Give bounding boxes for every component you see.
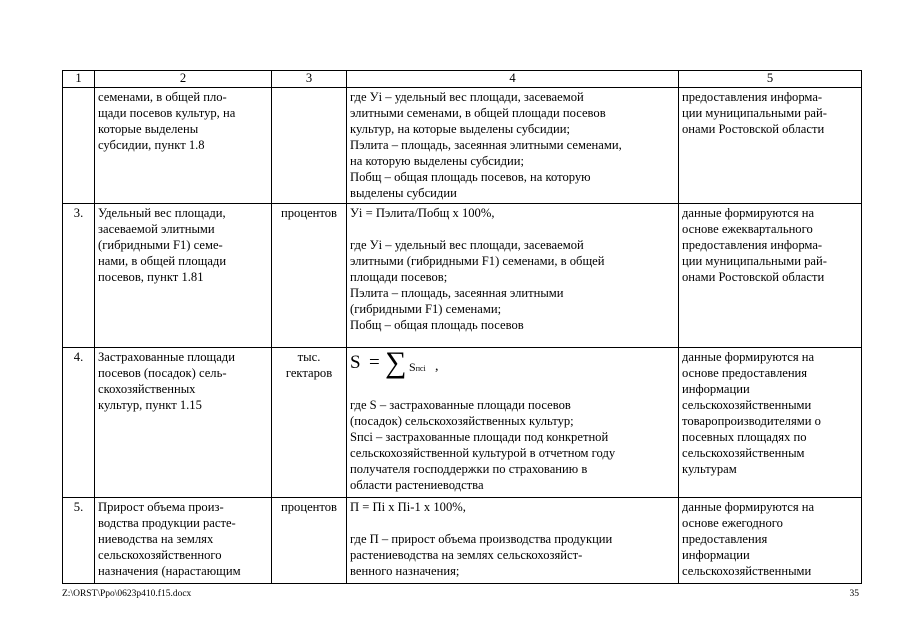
table-row: [63, 204, 862, 348]
indicator-name: Прирост объема произ- водства продукции расте- ниеводства на землях сельскохозяйственного назначения (нарастающим: [95, 498, 272, 584]
page-number: 35: [849, 589, 859, 599]
table-row: [63, 348, 862, 498]
indicator-name: семенами, в общей пло- щади посевов культур, на которые выделены субсидии, пункт 1.8: [95, 88, 272, 204]
source-cell: предоставления информа- ции муниципальными рай- онами Ростовской области: [679, 88, 862, 204]
sigma-symbol: ∑: [385, 346, 407, 379]
formula-cell: П = Пi х Пi-1 х 100%, где П – прирост объема производства продукции растениеводства на землях сельскохозяйст- венного назначения;: [347, 498, 679, 584]
formula-cell: Уi = Пэлита/Побщ х 100%, где Уi – удельный вес площади, засеваемой элитными (гибридными F1) семенами, в общей площади посевов; Пэлита – площадь, засеянная элитными (гибридными F1) семенами; Побщ – общая площадь посевов: [347, 204, 679, 348]
table-row: [63, 88, 862, 204]
row-number: 4.: [63, 348, 95, 498]
table-row: [63, 498, 862, 584]
header-cell: 5: [679, 71, 862, 88]
source-cell: данные формируются на основе ежегодного предоставления информации сельскохозяйственными: [679, 498, 862, 584]
row-number: 5.: [63, 498, 95, 584]
table-header-row: [63, 71, 862, 88]
indicator-name: Застрахованные площади посевов (посадок) сель- скохозяйственных культур, пункт 1.15: [95, 348, 272, 498]
header-cell: 4: [347, 71, 679, 88]
indicator-name: Удельный вес площади, засеваемой элитными (гибридными F1) семе- нами, в общей площади посевов, пункт 1.81: [95, 204, 272, 348]
unit-cell: тыс. гектаров: [272, 348, 347, 498]
source-cell: данные формируются на основе предоставления информации сельскохозяйственными товаропроизводителями о посевных площадях по сельскохозяйственным культурам: [679, 348, 862, 498]
indicator-table: [62, 70, 862, 584]
formula-text: Уi = Пэлита/Побщ х 100%,: [350, 206, 495, 220]
source-cell: данные формируются на основе ежеквартального предоставления информа- ции муниципальными рай- онами Ростовской области: [679, 204, 862, 348]
sum-formula: S = ∑ Sпci ,: [350, 346, 439, 379]
file-path-footer: Z:\ORST\Ppo\0623p410.f15.docx: [62, 589, 192, 599]
formula-text: П = Пi х Пi-1 х 100%,: [350, 500, 466, 514]
row-number: [63, 88, 95, 204]
unit-cell: [272, 88, 347, 204]
header-cell: 1: [63, 71, 95, 88]
unit-cell: процентов: [272, 204, 347, 348]
row-number: 3.: [63, 204, 95, 348]
header-cell: 2: [95, 71, 272, 88]
unit-cell: процентов: [272, 498, 347, 584]
formula-cell: где Уi – удельный вес площади, засеваемой элитными семенами, в общей площади посевов культур, на которые выделены субсидии; Пэлита – площадь, засеянная элитными семенами, на которую выделены субсидии; Побщ – общая площадь посевов, на которую выделены субсидии: [347, 88, 679, 204]
header-cell: 3: [272, 71, 347, 88]
formula-cell: S = ∑ Sпci , где S – застрахованные площади посевов (посадок) сельскохозяйственных культур; Sпci – застрахованные площади под конкретной сельскохозяйственной культурой в отчетном году получателя господдержки по страхованию в области растениеводства: [347, 348, 679, 498]
